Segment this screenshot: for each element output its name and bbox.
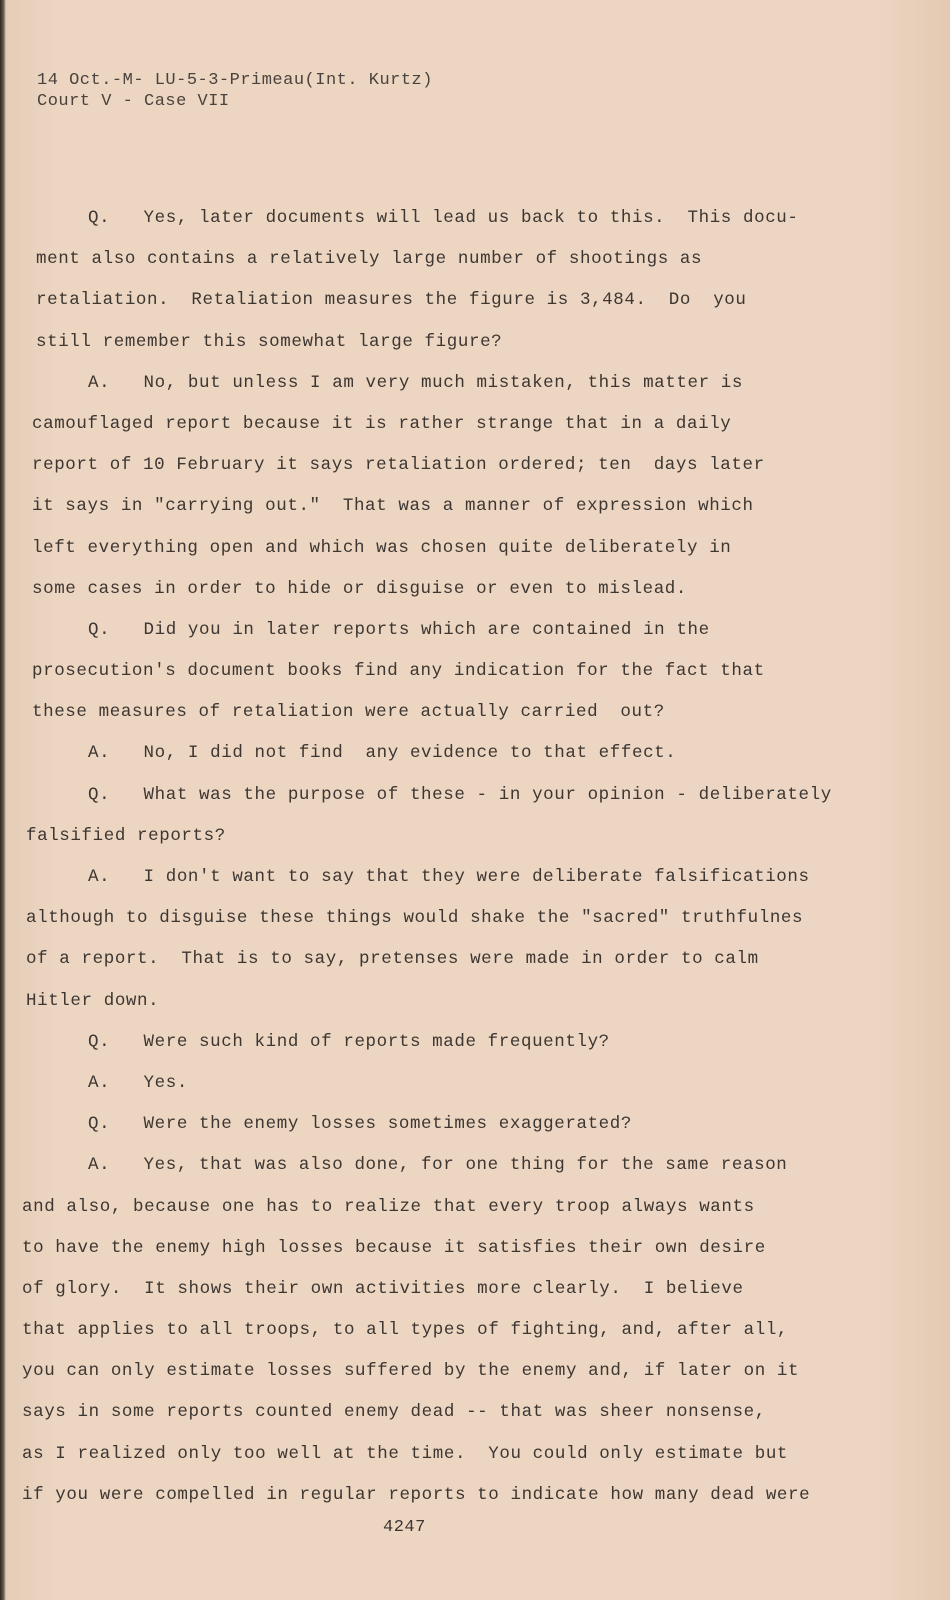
transcript-line: report of 10 February it says retaliation ordered; ten days later (32, 455, 765, 476)
transcript-line: prosecution's document books find any indication for the fact that (32, 661, 765, 682)
transcript-line: Q. Were the enemy losses sometimes exaggerated? (88, 1114, 632, 1135)
transcript-body (22, 198, 832, 1516)
transcript-line: it says in "carrying out." That was a manner of expression which (32, 496, 754, 517)
transcript-line: Q. Were such kind of reports made frequently? (88, 1031, 610, 1052)
transcript-line: retaliation. Retaliation measures the figure is 3,484. Do you (36, 290, 747, 311)
transcript-line: as I realized only too well at the time. You could only estimate but (22, 1443, 789, 1464)
transcript-line: of a report. That is to say, pretenses were made in order to calm (26, 949, 759, 970)
transcript-line: ment also contains a relatively large number of shootings as (36, 249, 703, 270)
transcript-line: left everything open and which was chosen quite deliberately in (32, 537, 732, 558)
transcript-line: some cases in order to hide or disguise or even to mislead. (32, 578, 688, 599)
transcript-line: and also, because one has to realize that every troop always wants (22, 1196, 755, 1217)
page-header (37, 70, 433, 112)
transcript-line: camouflaged report because it is rather strange that in a daily (32, 413, 732, 434)
transcript-line: A. I don't want to say that they were deliberate falsifications (88, 867, 810, 887)
transcript-line: A. Yes. (88, 1072, 188, 1093)
transcript-line: that applies to all troops, to all types of fighting, and, after all, (22, 1320, 789, 1341)
header-line-2: Court V - Case VII (37, 92, 230, 111)
transcript-line: if you were compelled in regular reports to indicate how many dead were (22, 1484, 811, 1505)
page-number: 4247 (383, 1518, 426, 1537)
transcript-line: these measures of retaliation were actually carried out? (32, 702, 665, 723)
transcript-line: says in some reports counted enemy dead -- that was sheer nonsense, (22, 1402, 766, 1423)
header-line-1: 14 Oct.-M- LU-5-3-Primeau(Int. Kurtz) (37, 71, 433, 90)
transcript-line: you can only estimate losses suffered by the enemy and, if later on it (22, 1361, 800, 1382)
binding-edge (0, 0, 6, 1600)
transcript-line: Hitler down. (26, 990, 160, 1011)
transcript-line: although to disguise these things would shake the "sacred" truthfulnes (26, 908, 804, 929)
transcript-line: Q. Did you in later reports which are contained in the (88, 619, 710, 640)
transcript-line: A. Yes, that was also done, for one thing for the same reason (88, 1155, 788, 1176)
transcript-line: to have the enemy high losses because it satisfies their own desire (22, 1237, 766, 1258)
transcript-line: of glory. It shows their own activities more clearly. I believe (22, 1278, 744, 1299)
transcript-line: falsified reports? (26, 825, 226, 846)
transcript-line: A. No, but unless I am very much mistaken, this matter is (88, 372, 744, 393)
transcript-line: still remember this somewhat large figure? (36, 331, 503, 352)
transcript-line: A. No, I did not find any evidence to that effect. (88, 743, 677, 764)
transcript-line: Q. What was the purpose of these - in your opinion - deliberately (88, 784, 832, 805)
transcript-line: Q. Yes, later documents will lead us back to this. This docu- (88, 208, 799, 228)
